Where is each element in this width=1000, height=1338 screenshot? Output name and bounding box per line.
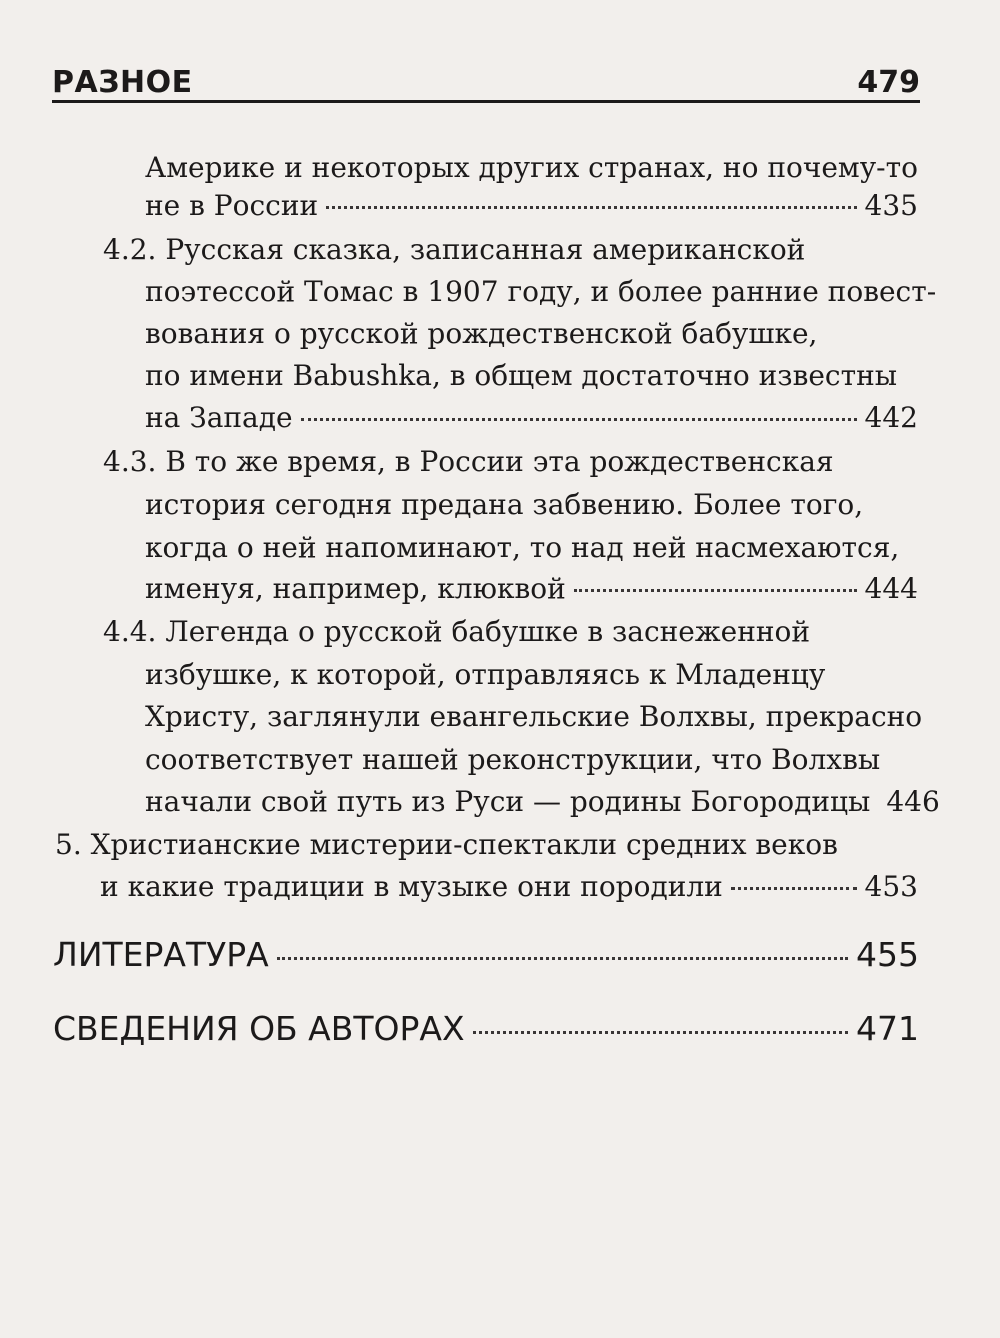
toc-entry-4-3-line-3: когда о ней напоминают, то над ней насмехаются, bbox=[145, 531, 900, 564]
dot-leader bbox=[326, 206, 856, 209]
toc-entry-4-4-line-3: Христу, заглянули евангельские Волхвы, прекрасно bbox=[145, 700, 923, 733]
toc-entry-4-1-line-2: не в России bbox=[145, 189, 319, 222]
toc-entry-4-3-last-line bbox=[145, 569, 918, 609]
toc-entry-4-2-line-2: поэтессой Томас в 1907 году, и более ранние повест- bbox=[145, 275, 937, 308]
toc-entry-literature bbox=[53, 932, 919, 978]
toc-entry-5-line-2: и какие традиции в музыке они породили bbox=[100, 870, 723, 903]
toc-literature-label: ЛИТЕРАТУРА bbox=[53, 935, 269, 974]
toc-entry-4-3-line-4: именуя, например, клюквой bbox=[145, 572, 566, 605]
toc-entry-4-4-line-1: 4.4. Легенда о русской бабушке в заснеженной bbox=[103, 615, 811, 648]
toc-entry-4-2-line-3: вования о русской рождественской бабушке, bbox=[145, 317, 818, 350]
toc-entry-4-2-last-line bbox=[145, 398, 918, 438]
toc-entry-4-4-line-4: соответствует нашей реконструкции, что Волхвы bbox=[145, 743, 881, 776]
toc-entry-4-1-line-1: Америке и некоторых других странах, но почему-то bbox=[145, 151, 918, 184]
toc-entry-4-2-line-1: 4.2. Русская сказка, записанная американской bbox=[103, 233, 806, 266]
dot-leader bbox=[731, 887, 857, 890]
toc-authors-label: СВЕДЕНИЯ ОБ АВТОРАХ bbox=[53, 1009, 465, 1048]
running-head-title: РАЗНОЕ bbox=[52, 65, 193, 100]
toc-entry-5-last-line bbox=[100, 867, 918, 907]
toc-entry-4-3-line-2: история сегодня предана забвению. Более того, bbox=[145, 488, 864, 521]
toc-entry-4-1-page: 435 bbox=[864, 189, 918, 222]
toc-entry-4-1-last-line bbox=[145, 186, 918, 226]
toc-entry-4-4-line-5: начали свой путь из Руси — родины Богородицы bbox=[145, 785, 871, 818]
toc-literature-page: 455 bbox=[856, 935, 919, 974]
toc-entry-4-2-line-4: по имени Babushka, в общем достаточно известны bbox=[145, 359, 898, 392]
toc-entry-4-3-page: 444 bbox=[864, 572, 918, 605]
dot-leader bbox=[473, 1031, 848, 1034]
toc-entry-4-2-page: 442 bbox=[864, 401, 918, 434]
toc-entry-4-2-line-5: на Западе bbox=[145, 401, 293, 434]
toc-entry-authors bbox=[53, 1006, 919, 1052]
dot-leader bbox=[277, 957, 848, 960]
toc-entry-4-3-line-1: 4.3. В то же время, в России эта рождественская bbox=[103, 445, 834, 478]
toc-entry-4-4-page: 446 bbox=[886, 785, 940, 818]
toc-entry-5-line-1: 5. Христианские мистерии-спектакли средних веков bbox=[55, 828, 838, 861]
toc-authors-page: 471 bbox=[856, 1009, 919, 1048]
toc-entry-4-4-line-2: избушке, к которой, отправляясь к Младенцу bbox=[145, 658, 826, 691]
dot-leader bbox=[301, 418, 857, 421]
toc-entry-5-page: 453 bbox=[864, 870, 918, 903]
page-number: 479 bbox=[857, 65, 920, 100]
dot-leader bbox=[574, 589, 857, 592]
toc-entry-4-4-last-line bbox=[145, 782, 940, 822]
